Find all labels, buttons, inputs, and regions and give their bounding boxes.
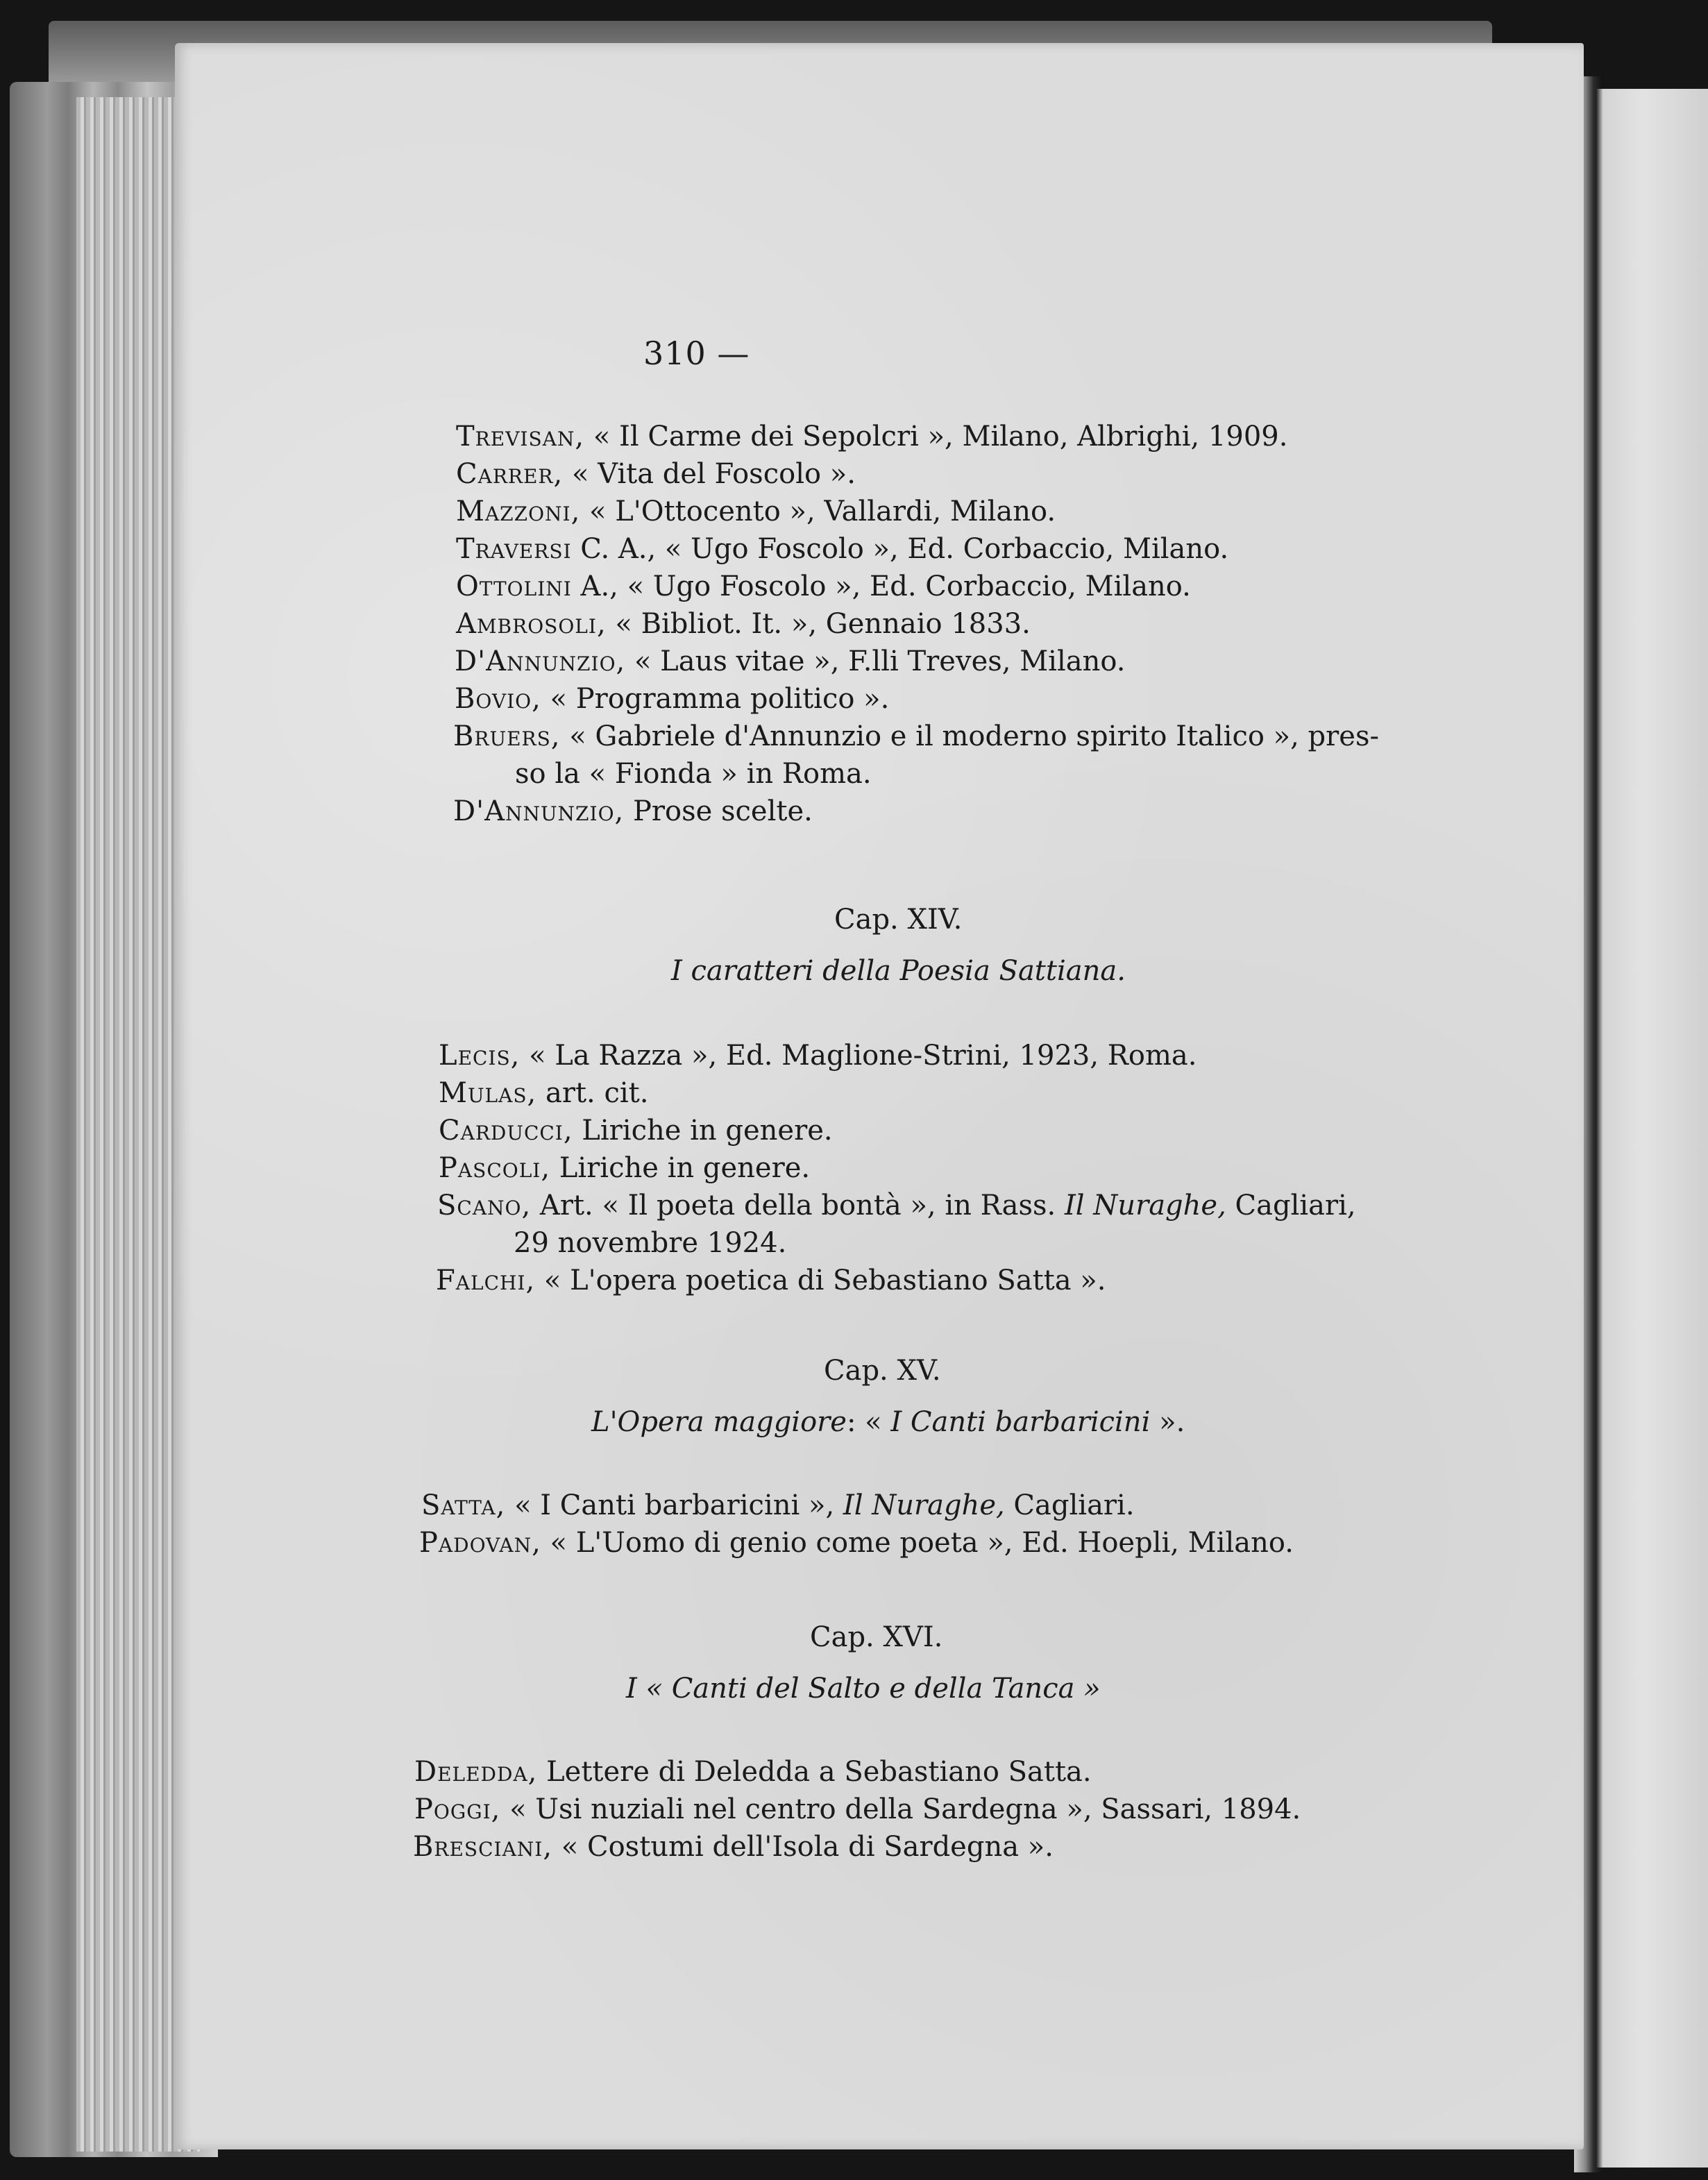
bib-entry: Mazzoni, « L'Ottocento », Vallardi, Milano. — [456, 496, 1056, 527]
bib-entry: D'Annunzio, « Laus vitae », F.lli Treves, Milano. — [455, 645, 1126, 677]
bib-entry: Traversi C. A., « Ugo Foscolo », Ed. Corbaccio, Milano. — [456, 533, 1229, 565]
bib-entry-continuation: 29 novembre 1924. — [514, 1227, 787, 1259]
bib-entry: Mulas, art. cit. — [439, 1077, 649, 1109]
bib-entry: Falchi, « L'opera poetica di Sebastiano Satta ». — [436, 1265, 1106, 1296]
bib-entry: Carducci, Liriche in genere. — [439, 1115, 833, 1147]
bib-entry: Scano, Art. « Il poeta della bontà », in Rass. Il Nuraghe, Cagliari, — [437, 1190, 1356, 1222]
chapter-title: L'Opera maggiore: « I Canti barbaricini ». — [591, 1406, 1185, 1438]
bib-entry: Deledda, Lettere di Deledda a Sebastiano Satta. — [414, 1756, 1092, 1788]
chapter-heading: Cap. XVI. — [810, 1621, 943, 1653]
bib-entry: Bresciani, « Costumi dell'Isola di Sardegna ». — [413, 1831, 1054, 1863]
chapter-heading: Cap. XIV. — [834, 904, 963, 936]
page-number: 310 — — [643, 335, 750, 372]
facing-page-edge — [1596, 89, 1708, 2168]
bib-entry: Lecis, « La Razza », Ed. Maglione-Strini, 1923, Roma. — [439, 1040, 1197, 1072]
bib-entry: Pascoli, Liriche in genere. — [439, 1152, 811, 1184]
bib-entry: Satta, « I Canti barbaricini », Il Nuraghe, Cagliari. — [421, 1489, 1135, 1521]
bib-entry: Bovio, « Programma politico ». — [455, 683, 890, 715]
bib-entry: Trevisan, « Il Carme dei Sepolcri », Milano, Albrighi, 1909. — [456, 421, 1288, 453]
bib-entry: D'Annunzio, Prose scelte. — [453, 795, 813, 827]
bib-entry: Ambrosoli, « Bibliot. It. », Gennaio 1833. — [456, 608, 1031, 640]
book-page — [175, 43, 1584, 2149]
bib-entry: Poggi, « Usi nuziali nel centro della Sardegna », Sassari, 1894. — [414, 1793, 1301, 1825]
chapter-heading: Cap. XV. — [824, 1355, 941, 1387]
bib-entry: Bruers, « Gabriele d'Annunzio e il moderno spirito Italico », pres- — [453, 720, 1379, 752]
bib-entry: Ottolini A., « Ugo Foscolo », Ed. Corbaccio, Milano. — [456, 571, 1191, 602]
bib-entry-continuation: so la « Fionda » in Roma. — [515, 758, 872, 790]
chapter-title: I caratteri della Poesia Sattiana. — [671, 955, 1126, 987]
bib-entry: Padovan, « L'Uomo di genio come poeta », Ed. Hoepli, Milano. — [419, 1527, 1294, 1559]
chapter-title: I « Canti del Salto e della Tanca » — [626, 1673, 1101, 1705]
bib-entry: Carrer, « Vita del Foscolo ». — [456, 458, 856, 490]
